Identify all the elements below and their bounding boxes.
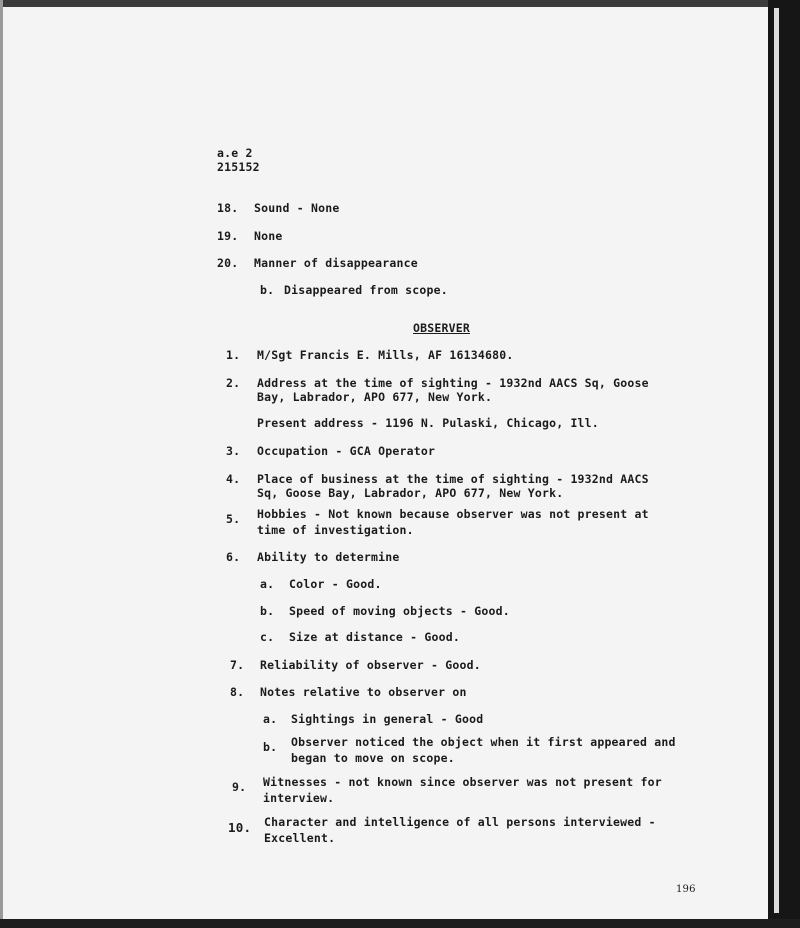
item-number: 6. (226, 550, 241, 564)
item-text: time of investigation. (257, 523, 414, 537)
subitem-letter: b. (263, 740, 278, 754)
item-text: M/Sgt Francis E. Mills, AF 16134680. (257, 348, 514, 362)
subitem-letter: b. (260, 283, 275, 297)
item-text: Witnesses - not known since observer was not present for (263, 775, 662, 789)
subitem-letter: b. (260, 604, 275, 618)
item-text: Occupation - GCA Operator (257, 444, 436, 458)
item-number: 8. (230, 685, 245, 699)
subitem-text: Observer noticed the object when it first appeared and (291, 735, 676, 749)
item-number: 7. (230, 658, 245, 672)
item-text: Excellent. (264, 831, 336, 845)
scan-border-right (768, 0, 800, 928)
item-number: 18. (217, 201, 239, 215)
subitem-text: Sightings in general - Good (291, 712, 484, 726)
item-text: Sound - None (254, 201, 340, 215)
subitem-letter: a. (263, 712, 278, 726)
scan-border-left (0, 0, 3, 928)
page-header-dtg: 215152 (217, 160, 260, 174)
item-text: Present address - 1196 N. Pulaski, Chicago, Ill. (257, 416, 599, 430)
subitem-text: Size at distance - Good. (289, 630, 460, 644)
subitem-text: began to move on scope. (291, 751, 455, 765)
item-text: Address at the time of sighting - 1932nd AACS Sq, Goose (257, 376, 649, 390)
item-text: None (254, 229, 283, 243)
item-text: Place of business at the time of sighting - 1932nd AACS (257, 472, 649, 486)
subitem-text: Disappeared from scope. (284, 283, 448, 297)
item-number: 20. (217, 256, 239, 270)
page-header-case: a.e 2 (217, 146, 253, 160)
scan-border-top (0, 0, 800, 7)
item-number: 4. (226, 472, 241, 486)
item-text: Notes relative to observer on (260, 685, 467, 699)
item-text: interview. (263, 791, 335, 805)
item-text: Manner of disappearance (254, 256, 418, 270)
item-number: 5. (226, 512, 241, 526)
item-number: 10. (228, 820, 252, 835)
item-number: 19. (217, 229, 239, 243)
subitem-letter: c. (260, 630, 275, 644)
item-text: Ability to determine (257, 550, 400, 564)
item-text: Hobbies - Not known because observer was not present at (257, 507, 649, 521)
scan-border-bottom (0, 919, 800, 928)
item-number: 1. (226, 348, 241, 362)
subitem-letter: a. (260, 577, 275, 591)
subitem-text: Color - Good. (289, 577, 382, 591)
item-text: Sq, Goose Bay, Labrador, APO 677, New York. (257, 486, 564, 500)
item-text: Character and intelligence of all persons interviewed - (264, 815, 656, 829)
item-number: 3. (226, 444, 241, 458)
section-heading: OBSERVER (413, 321, 470, 335)
item-text: Reliability of observer - Good. (260, 658, 481, 672)
item-number: 2. (226, 376, 241, 390)
page-number: 196 (676, 884, 696, 895)
item-number: 9. (232, 780, 247, 794)
subitem-text: Speed of moving objects - Good. (289, 604, 510, 618)
item-text: Bay, Labrador, APO 677, New York. (257, 390, 493, 404)
